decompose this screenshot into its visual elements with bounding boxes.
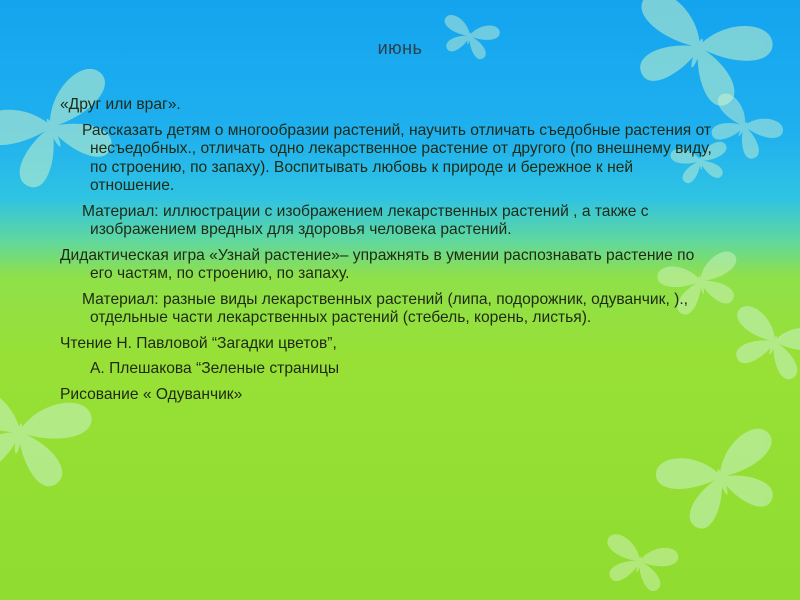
paragraph-reading-2: А. Плешакова “Зеленые страницы xyxy=(90,360,340,377)
paragraph-topic: «Друг или враг». xyxy=(60,96,181,113)
paragraph-material-2: Материал: разные виды лекарственных растений (липа, подорожник, одуванчик, )., отдельные части лекарственных растений (стебель, корень, листья). xyxy=(82,290,688,326)
slide-title: июнь xyxy=(377,38,423,58)
paragraph-drawing: Рисование « Одуванчик» xyxy=(60,385,243,403)
paragraph-goal: Рассказать детям о многообразии растений, научить отличать съедобные растения от несъедобных., отличать одно лекарственное растение от другого (по внешнему виду, по строению, по запаху). Воспитывать любовь к природе и бережное к ней отношение. xyxy=(82,121,712,194)
paragraph-material-1: Материал: иллюстрации с изображением лекарственных растений , а также с изображением вредных для здоровья человека растений. xyxy=(82,202,649,238)
paragraph-didactic-game: Дидактическая игра «Узнай растение»– упражнять в умении распознавать растение по его частям, по строению, по запаху. xyxy=(60,246,695,282)
butterfly-icon xyxy=(722,303,800,386)
butterfly-icon xyxy=(652,424,792,537)
slide-body xyxy=(60,96,720,411)
butterfly-icon xyxy=(598,532,680,595)
paragraph-reading: Чтение Н. Павловой “Загадки цветов”, xyxy=(60,334,337,352)
